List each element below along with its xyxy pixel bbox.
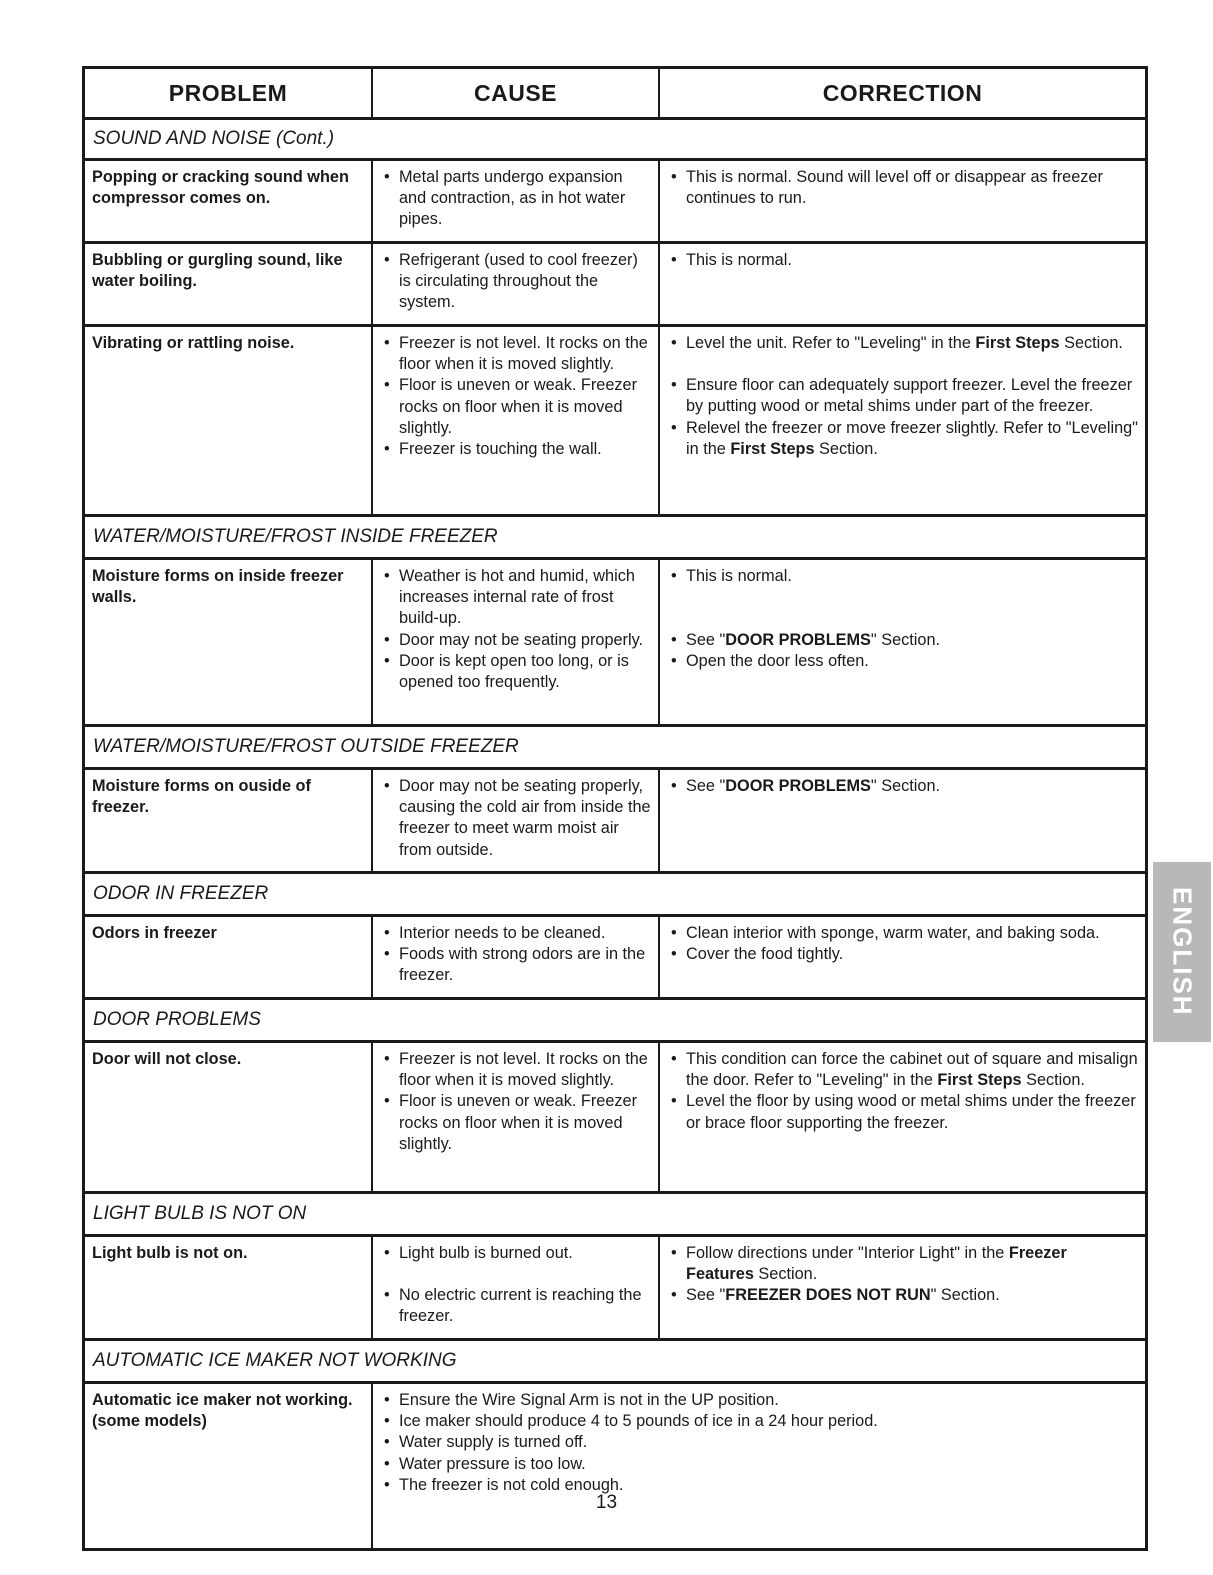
- section-title: AUTOMATIC ICE MAKER NOT WORKING: [85, 1341, 1145, 1384]
- cause-cell: [371, 1237, 658, 1338]
- table-row: [85, 560, 1145, 727]
- cause-item: • Interior needs to be cleaned.: [380, 923, 652, 944]
- correction-cell: [658, 917, 1145, 997]
- cause-list: [380, 776, 652, 861]
- header-correction: CORRECTION: [658, 69, 1145, 117]
- cause-cell: [371, 770, 658, 871]
- table-header: [85, 69, 1145, 120]
- correction-cell: [658, 244, 1145, 324]
- correction-item: • Open the door less often.: [667, 651, 1139, 672]
- section-title: LIGHT BULB IS NOT ON: [85, 1194, 1145, 1237]
- section-title: WATER/MOISTURE/FROST OUTSIDE FREEZER: [85, 727, 1145, 770]
- correction-list: [667, 923, 1139, 965]
- correction-item: • Clean interior with sponge, warm water, and baking soda.: [667, 923, 1139, 944]
- correction-item: • Ensure floor can adequately support freezer. Level the freezer by putting wood or metal shims under part of the freezer.: [667, 375, 1139, 417]
- correction-list: [667, 1243, 1139, 1307]
- correction-item: • See "DOOR PROBLEMS" Section.: [667, 630, 1139, 651]
- cause-cell: [371, 1043, 658, 1191]
- correction-item: • Follow directions under "Interior Light" in the Freezer Features Section.: [667, 1243, 1139, 1285]
- cause-item: • Floor is uneven or weak. Freezer rocks on floor when it is moved slightly.: [380, 1091, 652, 1155]
- problem-cell: Light bulb is not on.: [92, 1244, 248, 1262]
- cause-item: • Weather is hot and humid, which increases internal rate of frost build-up.: [380, 566, 652, 630]
- problem-cell: Bubbling or gurgling sound, like water boiling.: [92, 251, 343, 291]
- table-row: [85, 244, 1145, 327]
- table-row: [85, 1384, 1145, 1548]
- cause-list: [380, 1049, 652, 1155]
- correction-item: • Level the floor by using wood or metal shims under the freezer or brace floor supporting the freezer.: [667, 1091, 1139, 1133]
- cause-cell: [371, 560, 658, 724]
- correction-list: [667, 250, 1139, 271]
- cause-list: [380, 1390, 1139, 1496]
- cause-correction-cell: [371, 1384, 1145, 1548]
- cause-item: • Door may not be seating properly, causing the cold air from inside the freezer to meet warm moist air from outside.: [380, 776, 652, 861]
- cause-item: • The freezer is not cold enough.: [380, 1475, 1139, 1496]
- cause-item: • Freezer is not level. It rocks on the floor when it is moved slightly.: [380, 1049, 652, 1091]
- correction-item: • Level the unit. Refer to "Leveling" in the First Steps Section.: [667, 333, 1139, 354]
- correction-list: [667, 167, 1139, 209]
- cause-list: [380, 250, 652, 314]
- table-row: [85, 1237, 1145, 1341]
- table-row: [85, 917, 1145, 1000]
- language-tab: [1153, 862, 1211, 1042]
- cause-list: [380, 923, 652, 987]
- troubleshooting-table: [82, 66, 1148, 1551]
- table-row: [85, 327, 1145, 517]
- cause-list: [380, 333, 652, 460]
- problem-cell: Odors in freezer: [92, 924, 217, 942]
- correction-cell: [658, 1043, 1145, 1191]
- cause-item: • Water supply is turned off.: [380, 1432, 1139, 1453]
- cause-cell: [371, 917, 658, 997]
- page-number: 13: [595, 1492, 618, 1513]
- correction-item: • This condition can force the cabinet out of square and misalign the door. Refer to "Leveling" in the First Steps Section.: [667, 1049, 1139, 1091]
- cause-item: • Light bulb is burned out.: [380, 1243, 652, 1264]
- cause-cell: [371, 327, 658, 514]
- cause-list: [380, 1243, 652, 1328]
- cause-item: • Ice maker should produce 4 to 5 pounds of ice in a 24 hour period.: [380, 1411, 1139, 1432]
- cause-item: • Ensure the Wire Signal Arm is not in the UP position.: [380, 1390, 1139, 1411]
- section-title: SOUND AND NOISE (Cont.): [85, 120, 1145, 161]
- cause-cell: [371, 244, 658, 324]
- cause-item: • Metal parts undergo expansion and contraction, as in hot water pipes.: [380, 167, 652, 231]
- correction-item: • This is normal.: [667, 250, 1139, 271]
- table-body: [85, 120, 1145, 1548]
- table-row: [85, 161, 1145, 244]
- correction-list: [667, 333, 1139, 460]
- section-title: ODOR IN FREEZER: [85, 874, 1145, 917]
- problem-cell: Popping or cracking sound when compressor comes on.: [92, 168, 349, 208]
- correction-item: • Cover the food tightly.: [667, 944, 1139, 965]
- problem-cell: Automatic ice maker not working. (some models): [92, 1391, 353, 1431]
- correction-cell: [658, 1237, 1145, 1338]
- problem-cell: Vibrating or rattling noise.: [92, 334, 295, 352]
- correction-item: • This is normal.: [667, 566, 1139, 587]
- cause-cell: [371, 161, 658, 241]
- cause-item: • Water pressure is too low.: [380, 1454, 1139, 1475]
- header-problem: PROBLEM: [168, 79, 288, 106]
- correction-cell: [658, 327, 1145, 514]
- cause-item: • Freezer is not level. It rocks on the floor when it is moved slightly.: [380, 333, 652, 375]
- cause-item: • Refrigerant (used to cool freezer) is circulating throughout the system.: [380, 250, 652, 314]
- header-cause: CAUSE: [371, 69, 658, 117]
- problem-cell: Door will not close.: [92, 1050, 242, 1068]
- cause-item: • Foods with strong odors are in the freezer.: [380, 944, 652, 986]
- correction-cell: [658, 161, 1145, 241]
- table-row: [85, 1043, 1145, 1194]
- language-tab-label: ENGLISH: [1167, 887, 1198, 1017]
- problem-cell: Moisture forms on inside freezer walls.: [92, 567, 344, 607]
- section-title: DOOR PROBLEMS: [85, 1000, 1145, 1043]
- cause-item: • Door is kept open too long, or is opened too frequently.: [380, 651, 652, 693]
- correction-list: [667, 1049, 1139, 1134]
- correction-item: • See "FREEZER DOES NOT RUN" Section.: [667, 1285, 1139, 1306]
- cause-item: • Freezer is touching the wall.: [380, 439, 652, 460]
- cause-item: • No electric current is reaching the freezer.: [380, 1285, 652, 1327]
- correction-cell: [658, 770, 1145, 871]
- correction-list: [667, 776, 1139, 797]
- correction-item: • Relevel the freezer or move freezer slightly. Refer to "Leveling" in the First Steps Section.: [667, 418, 1139, 460]
- correction-cell: [658, 560, 1145, 724]
- correction-item: • This is normal. Sound will level off or disappear as freezer continues to run.: [667, 167, 1139, 209]
- table-row: [85, 770, 1145, 874]
- correction-list: [667, 566, 1139, 673]
- section-title: WATER/MOISTURE/FROST INSIDE FREEZER: [85, 517, 1145, 560]
- cause-list: [380, 167, 652, 231]
- cause-item: • Door may not be seating properly.: [380, 630, 652, 651]
- cause-item: • Floor is uneven or weak. Freezer rocks on floor when it is moved slightly.: [380, 375, 652, 439]
- cause-list: [380, 566, 652, 693]
- correction-item: • See "DOOR PROBLEMS" Section.: [667, 776, 1139, 797]
- problem-cell: Moisture forms on ouside of freezer.: [92, 777, 311, 817]
